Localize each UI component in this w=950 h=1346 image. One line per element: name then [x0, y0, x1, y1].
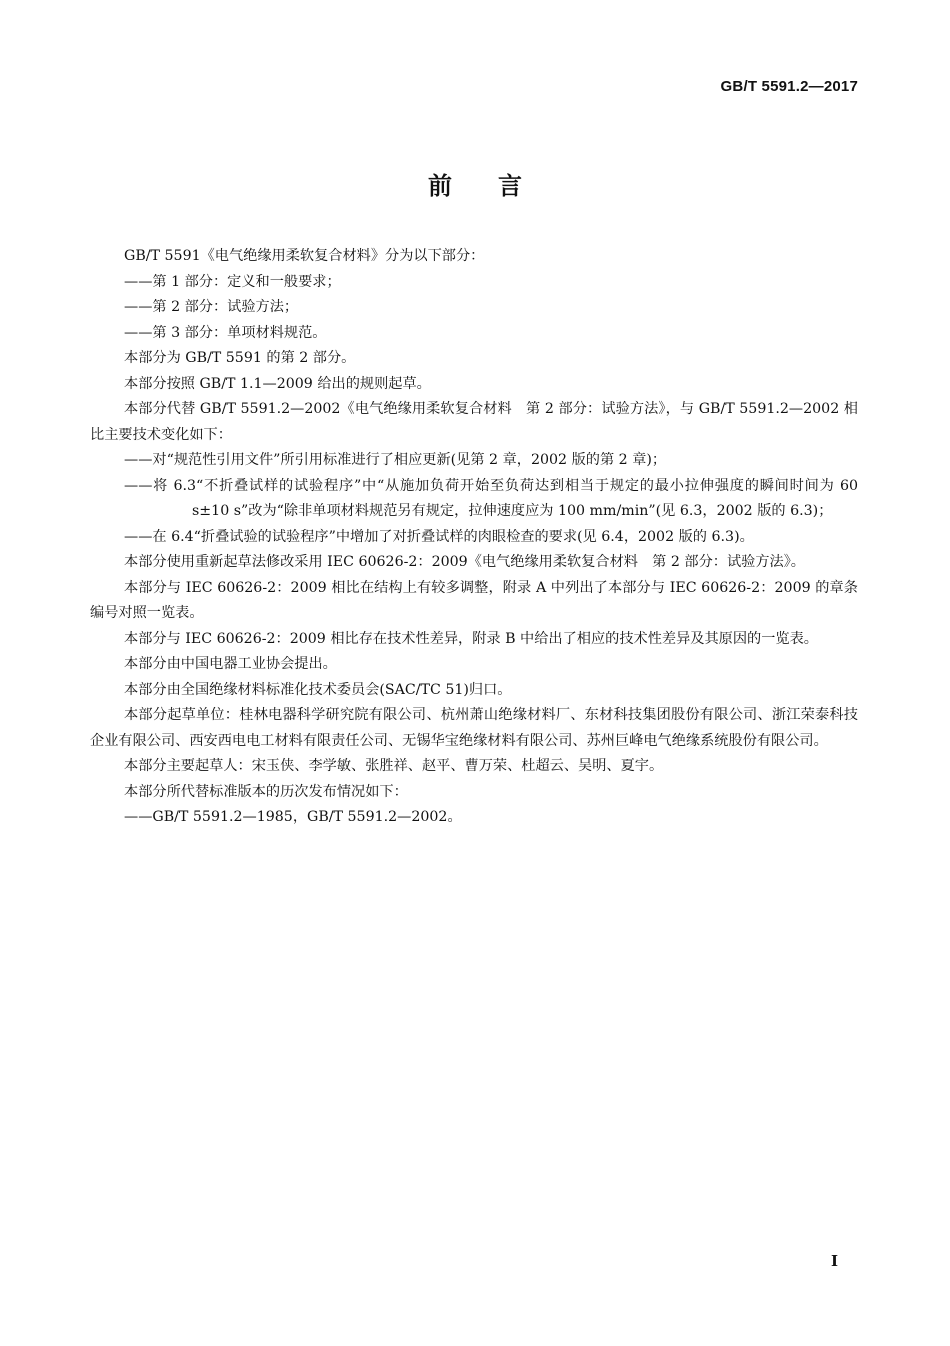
- change-item-references: ——对“规范性引用文件”所引用标准进行了相应更新(见第 2 章，2002 版的第 2 章)；: [124, 452, 667, 468]
- paragraph-replaces: 本部分代替 GB/T 5591.2—2002《电气绝缘用柔软复合材料 第 2 部分：试验方法》，与 GB/T 5591.2—2002 相比主要技术变化如下：: [90, 401, 858, 443]
- standard-code: GB/T 5591.2—2017: [720, 78, 858, 95]
- paragraph-parts-intro: GB/T 5591《电气绝缘用柔软复合材料》分为以下部分：: [124, 248, 485, 264]
- paragraph-history-intro: 本部分所代替标准版本的历次发布情况如下：: [124, 783, 408, 800]
- paragraph-centralized-by: 本部分由全国绝缘材料标准化技术委员会(SAC/TC 51)归口。: [124, 681, 512, 698]
- paragraph-drafters: 本部分主要起草人：宋玉侠、李学敏、张胜祥、赵平、曹万荣、杜超云、吴明、夏宇。: [124, 758, 664, 774]
- page-number: I: [830, 1252, 838, 1270]
- paragraph-this-part: 本部分为 GB/T 5591 的第 2 部分。: [124, 350, 356, 366]
- list-item-part-1: ——第 1 部分：定义和一般要求；: [124, 273, 341, 290]
- paragraph-drafting-units: 本部分起草单位：桂林电器科学研究院有限公司、杭州萧山绝缘材料厂、东材科技集团股份有限公司、浙江荣泰科技企业有限公司、西安西电电工材料有限责任公司、无锡华宝绝缘材料有限公司、苏州巨峰电气绝缘系统股份有限公司。: [90, 707, 858, 749]
- paragraph-technical-differences: 本部分与 IEC 60626-2：2009 相比存在技术性差异，附录 B 中给出了相应的技术性差异及其原因的一览表。: [124, 630, 818, 647]
- change-item-6-3: ——将 6.3“不折叠试样的试验程序”中“从施加负荷开始至负荷达到相当于规定的最小拉伸强度的瞬间时间为 60 s±10 s”改为“除非单项材料规范另有规定，拉伸速度应为 100 mm/min”(见 6.3，2002 版的 6.3)；: [124, 477, 858, 519]
- page-title: 前言: [428, 172, 568, 200]
- paragraph-drafting-rules: 本部分按照 GB/T 1.1—2009 给出的规则起草。: [124, 375, 431, 392]
- list-item-part-2: ——第 2 部分：试验方法；: [124, 299, 299, 315]
- list-item-history: ——GB/T 5591.2—1985，GB/T 5591.2—2002。: [124, 809, 462, 825]
- paragraph-iec-adoption: 本部分使用重新起草法修改采用 IEC 60626-2：2009《电气绝缘用柔软复合材料 第 2 部分：试验方法》。: [124, 554, 805, 570]
- change-item-6-4: ——在 6.4“折叠试验的试验程序”中增加了对折叠试样的肉眼检查的要求(见 6.4，2002 版的 6.3)。: [124, 528, 754, 545]
- paragraph-proposed-by: 本部分由中国电器工业协会提出。: [124, 656, 337, 672]
- list-item-part-3: ——第 3 部分：单项材料规范。: [124, 324, 327, 341]
- foreword-body: [90, 244, 858, 831]
- paragraph-structure-differences: 本部分与 IEC 60626-2：2009 相比在结构上有较多调整，附录 A 中列出了本部分与 IEC 60626-2：2009 的章条编号对照一览表。: [90, 579, 858, 621]
